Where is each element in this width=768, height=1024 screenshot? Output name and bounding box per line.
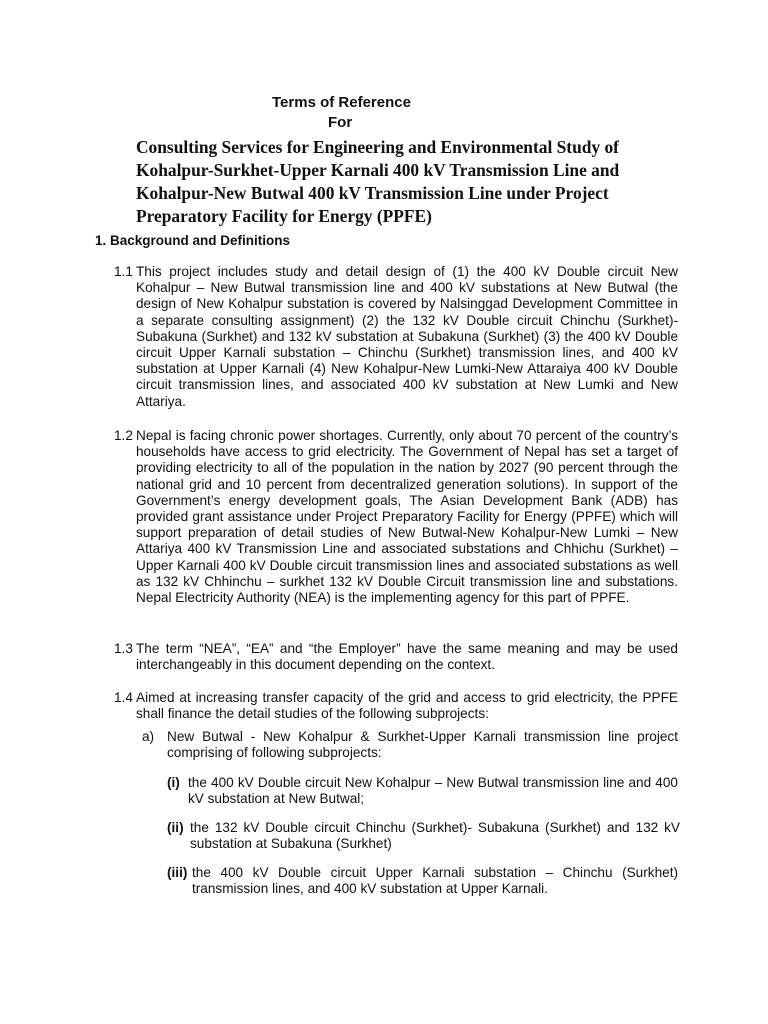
paragraph-text: Aimed at increasing transfer capacity of the grid and access to grid electricity, the PPFE shall finance the detail studies of the following subprojects:: [136, 690, 678, 722]
sub-list-text: the 400 kV Double circuit New Kohalpur – New Butwal transmission line and 400 kV substation at New Butwal;: [188, 775, 678, 807]
doc-title-for: For: [328, 114, 353, 131]
sub-list-label: (i): [167, 775, 180, 790]
doc-title: Terms of Reference: [272, 94, 411, 111]
paragraph-text: This project includes study and detail design of (1) the 400 kV Double circuit New Kohalpur – New Butwal transmission line and 400 kV substations at New Butwal (the design of New Kohalpur substation is covered by Nalsinggad Development Committee in a separate consulting assignment) (2) the 132 kV Double circuit Chinchu (Surkhet)-Subakuna (Surkhet) and 132 kV substation at Subakuna (Surkhet) (3) the 400 kV Double circuit Upper Karnali substation – Chinchu (Surkhet) transmission lines, and 400 kV substation at Upper Karnali (4) New Kohalpur-New Lumki-New Attaraiya 400 kV Double circuit transmission lines, and associated 400 kV substation at New Lumki and New Attariya.: [136, 264, 678, 409]
doc-subtitle: Consulting Services for Engineering and Environmental Study of Kohalpur-Surkhet-Upper Karnali 400 kV Transmission Line and Kohalpur-New Butwal 400 kV Transmission Line under Project Preparatory Facility for Energy (PPFE): [136, 137, 620, 226]
paragraph-number: 1.1: [114, 264, 133, 279]
paragraph-number: 1.2: [114, 428, 133, 443]
paragraph-number: 1.4: [114, 690, 133, 705]
section-heading: 1. Background and Definitions: [95, 233, 291, 248]
sub-list-text: the 400 kV Double circuit Upper Karnali substation – Chinchu (Surkhet) transmission lines, and 400 kV substation at Upper Karnali.: [192, 865, 678, 897]
list-item-text: New Butwal - New Kohalpur & Surkhet-Upper Karnali transmission line project comprising of following subprojects:: [167, 729, 678, 761]
list-label: a): [142, 729, 155, 744]
paragraph-text: The term “NEA”, “EA” and “the Employer” have the same meaning and may be used interchangeably in this document depending on the context.: [136, 641, 678, 673]
sub-list-label: (ii): [167, 820, 184, 835]
sub-list-text: the 132 kV Double circuit Chinchu (Surkhet)- Subakuna (Surkhet) and 132 kV substation at Subakuna (Surkhet): [190, 820, 680, 852]
paragraph-number: 1.3: [114, 641, 133, 656]
paragraph-text: Nepal is facing chronic power shortages. Currently, only about 70 percent of the country’s households have access to grid electricity. The Government of Nepal has set a target of providing electricity to all of the population in the nation by 2027 (90 percent through the national grid and 10 percent from decentralized generation solutions). In support of the Government’s energy development goals, The Asian Development Bank (ADB) has provided grant assistance under Project Preparatory Facility for Energy (PPFE) which will support preparation of detail studies of New Butwal-New Kohalpur-New Lumki – New Attariya 400 kV Transmission Line and associated substations and Chhichu (Surkhet) – Upper Karnali 400 kV Double circuit transmission lines and associated substations as well as 132 kV Chhinchu – surkhet 132 kV Double Circuit transmission line and substations. Nepal Electricity Authority (NEA) is the implementing agency for this part of PPFE.: [136, 428, 678, 606]
sub-list-label: (iii): [167, 865, 188, 880]
